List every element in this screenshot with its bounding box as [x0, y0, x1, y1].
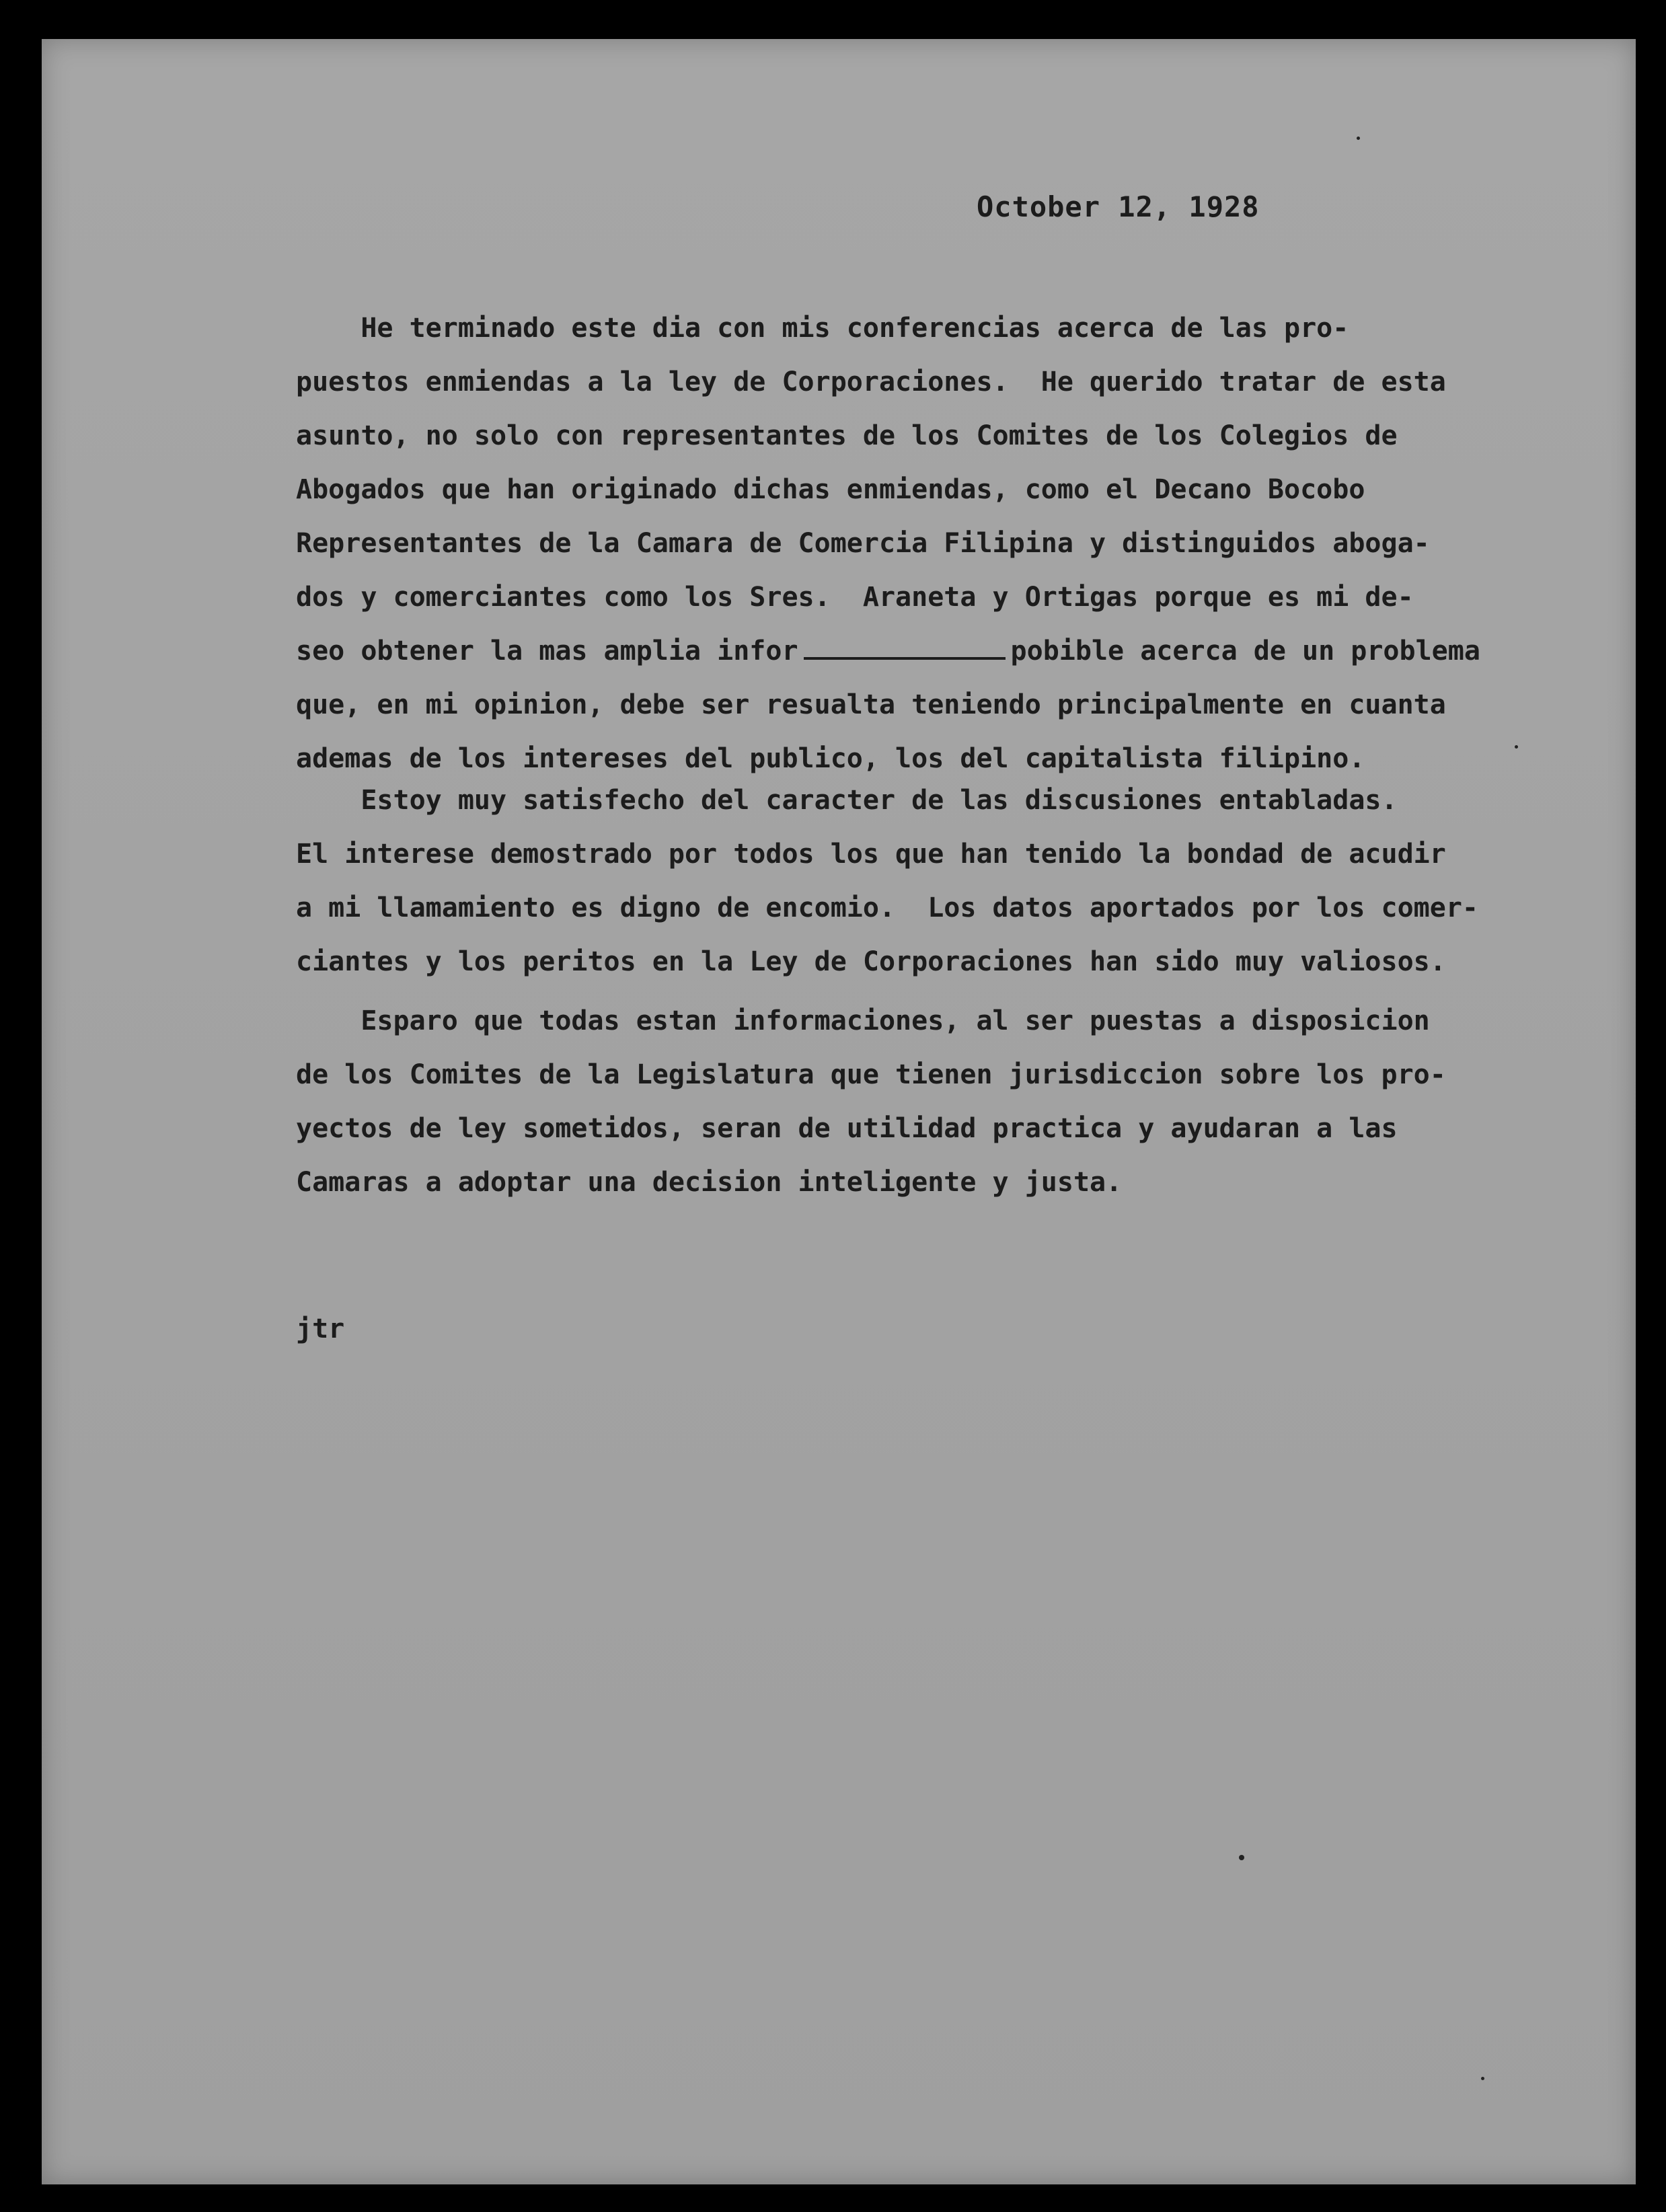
line-7-before-blank: seo obtener la mas amplia infor — [296, 636, 798, 666]
paragraph-3-line-2: de los Comites de la Legislatura que tienen jurisdiccion sobre los pro- — [296, 1059, 1446, 1090]
paragraph-1-line-6: dos y comerciantes como los Sres. Araneta y Ortigas porque es mi de- — [296, 582, 1414, 613]
dust-speck — [1515, 745, 1518, 749]
fill-in-blank — [804, 632, 1006, 660]
typist-initials: jtr — [296, 1313, 345, 1344]
paragraph-2-line-2: El interese demostrado por todos los que han tenido la bondad de acudir — [296, 839, 1446, 870]
paragraph-3 — [296, 994, 1587, 1209]
paragraph-1 — [296, 301, 1587, 786]
paragraph-1-line-1: He terminado este dia con mis conferencias acerca de las pro- — [296, 313, 1349, 344]
dust-speck — [1357, 137, 1360, 140]
typewritten-letter — [42, 39, 1636, 2184]
paragraph-1-line-7 — [296, 624, 1587, 678]
dust-speck — [1481, 2077, 1484, 2080]
paragraph-1-line-2: puestos enmiendas a la ley de Corporaciones. He querido tratar de esta — [296, 367, 1446, 397]
paragraph-1-line-8: que, en mi opinion, debe ser resualta teniendo principalmente en cuanta — [296, 689, 1446, 720]
paragraph-1-line-9: ademas de los intereses del publico, los del capitalista filipino. — [296, 743, 1365, 774]
paragraph-1-line-5: Representantes de la Camara de Comercia Filipina y distinguidos aboga- — [296, 528, 1430, 559]
paragraph-2-line-4: ciantes y los peritos en la Ley de Corporaciones han sido muy valiosos. — [296, 946, 1446, 977]
paper-sheet — [42, 39, 1636, 2184]
paragraph-2 — [296, 773, 1587, 989]
dust-speck — [1239, 1855, 1244, 1860]
paragraph-1-line-4: Abogados que han originado dichas enmiendas, como el Decano Bocobo — [296, 474, 1365, 505]
letter-date: October 12, 1928 — [977, 190, 1260, 223]
paragraph-3-line-4: Camaras a adoptar una decision inteligente y justa. — [296, 1167, 1123, 1198]
paragraph-3-line-1: Esparo que todas estan informaciones, al ser puestas a disposicion — [296, 1005, 1430, 1036]
paragraph-1-line-3: asunto, no solo con representantes de los Comites de los Colegios de — [296, 420, 1398, 451]
paragraph-2-line-1: Estoy muy satisfecho del caracter de las discusiones entabladas. — [296, 785, 1398, 816]
paragraph-3-line-3: yectos de ley sometidos, seran de utilidad practica y ayudaran a las — [296, 1113, 1398, 1144]
line-7-after-blank: pobible acerca de un problema — [1010, 636, 1480, 666]
paragraph-2-line-3: a mi llamamiento es digno de encomio. Los datos aportados por los comer- — [296, 892, 1478, 923]
